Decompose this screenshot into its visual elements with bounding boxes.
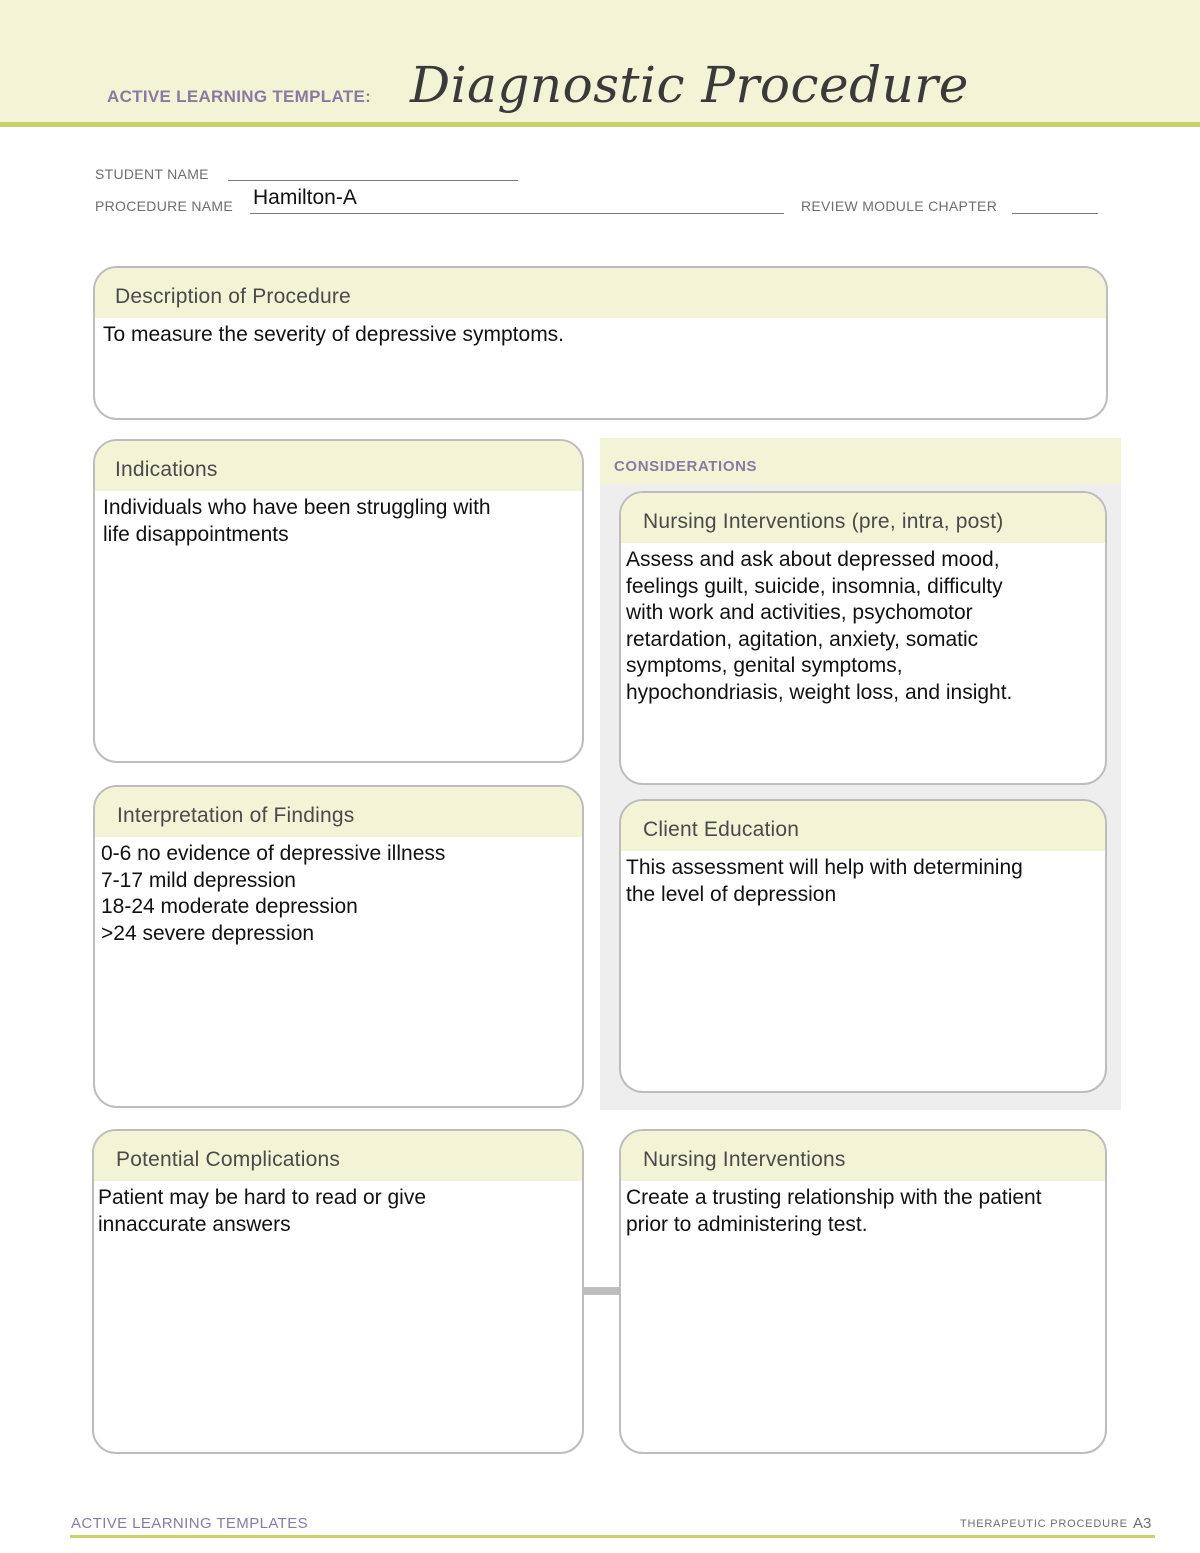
indications-body: [95, 491, 582, 548]
nursing-interventions-body: [621, 1181, 1105, 1238]
interpretation-line: 7-17 mild depression: [101, 868, 296, 892]
nursing-interventions-pip-line: symptoms, genital symptoms,: [626, 654, 903, 677]
complications-box[interactable]: [92, 1129, 584, 1454]
description-body: [95, 318, 1106, 349]
nursing-interventions-pip-line: with work and activities, psychomotor: [626, 601, 973, 624]
interpretation-line: 0-6 no evidence of depressive illness: [101, 842, 446, 865]
student-name-field[interactable]: [228, 167, 518, 181]
footer-left-label: ACTIVE LEARNING TEMPLATES: [71, 1515, 308, 1532]
complications-heading: Potential Complications: [94, 1131, 582, 1181]
footer-page-number: A3: [1133, 1515, 1152, 1532]
student-name-label: STUDENT NAME: [95, 166, 209, 182]
interpretation-heading: Interpretation of Findings: [95, 787, 582, 837]
description-line: To measure the severity of depressive symptoms.: [103, 323, 565, 346]
nursing-interventions-pip-line: hypochondriasis, weight loss, and insight.: [626, 680, 1013, 704]
client-education-body: [621, 851, 1105, 908]
interpretation-line: 18-24 moderate depression: [101, 895, 358, 918]
footer-rule: [70, 1535, 1155, 1538]
interpretation-box[interactable]: [93, 785, 584, 1108]
nursing-interventions-pip-body: [621, 543, 1105, 706]
client-education-heading: Client Education: [621, 801, 1105, 851]
complications-body: [94, 1181, 582, 1238]
client-education-box[interactable]: [619, 799, 1107, 1093]
complications-line: Patient may be hard to read or give: [98, 1186, 427, 1209]
nursing-interventions-line: prior to administering test.: [626, 1212, 868, 1236]
nursing-interventions-pip-line: Assess and ask about depressed mood,: [626, 548, 1000, 571]
description-box[interactable]: [93, 266, 1108, 420]
connector-bar: [583, 1287, 620, 1295]
nursing-interventions-pip-box[interactable]: [619, 491, 1107, 785]
considerations-label: CONSIDERATIONS: [614, 458, 758, 475]
footer-right-label: THERAPEUTIC PROCEDURE: [960, 1518, 1128, 1530]
nursing-interventions-line: Create a trusting relationship with the patient: [626, 1186, 1042, 1209]
description-heading: Description of Procedure: [95, 268, 1106, 318]
nursing-interventions-pip-line: feelings guilt, suicide, insomnia, difficulty: [626, 574, 1003, 598]
client-education-line: This assessment will help with determining: [626, 856, 1023, 879]
complications-line: innaccurate answers: [98, 1212, 291, 1236]
indications-line: life disappointments: [103, 522, 289, 546]
procedure-name-label: PROCEDURE NAME: [95, 198, 233, 214]
nursing-interventions-box[interactable]: [619, 1129, 1107, 1454]
client-education-line: the level of depression: [626, 882, 837, 906]
nursing-interventions-pip-heading: Nursing Interventions (pre, intra, post): [621, 493, 1105, 543]
review-module-field[interactable]: [1012, 199, 1098, 214]
indications-box[interactable]: [93, 439, 584, 763]
nursing-interventions-heading: Nursing Interventions: [621, 1131, 1105, 1181]
page-title: Diagnostic Procedure: [410, 56, 969, 114]
indications-heading: Indications: [95, 441, 582, 491]
nursing-interventions-pip-line: retardation, agitation, anxiety, somatic: [626, 627, 979, 651]
procedure-name-value: Hamilton-A: [253, 186, 357, 209]
interpretation-body: [95, 837, 582, 947]
template-label: ACTIVE LEARNING TEMPLATE:: [107, 87, 372, 106]
interpretation-line: >24 severe depression: [101, 921, 315, 945]
header-rule: [0, 122, 1200, 127]
indications-line: Individuals who have been struggling with: [103, 496, 491, 519]
review-module-label: REVIEW MODULE CHAPTER: [801, 198, 998, 214]
